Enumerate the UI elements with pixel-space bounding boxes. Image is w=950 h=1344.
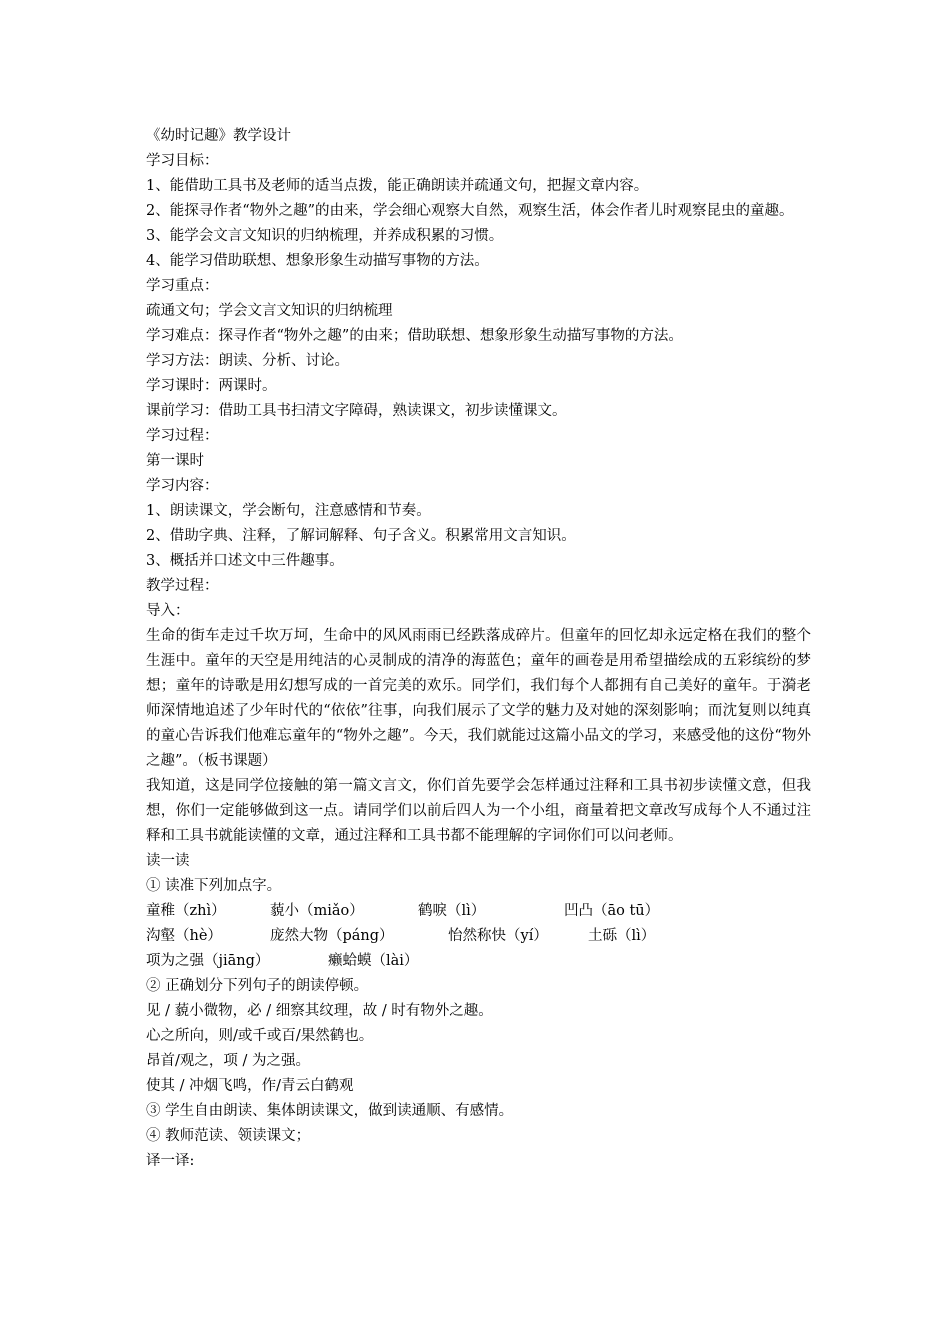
pause-sentence: 见 / 藐小微物，必 / 细察其纹理，故 / 时有物外之趣。 bbox=[146, 1003, 493, 1019]
intro-heading: 导入： bbox=[146, 603, 190, 619]
objectives-heading: 学习目标： bbox=[146, 153, 219, 169]
pinyin-word: 土砾（lì） bbox=[588, 928, 656, 944]
keypoint-text: 疏通文句；学会文言文知识的归纳梳理 bbox=[146, 303, 393, 319]
objective-item: 4、能学习借助联想、想象形象生动描写事物的方法。 bbox=[146, 253, 489, 269]
objective-item: 3、能学会文言文知识的归纳梳理，并养成积累的习惯。 bbox=[146, 228, 504, 244]
pinyin-word: 童稚（zhì） bbox=[146, 903, 226, 919]
document-title: 《幼时记趣》教学设计 bbox=[146, 128, 291, 144]
pinyin-word: 凹凸（āo tū） bbox=[564, 903, 660, 919]
objective-item: 1、能借助工具书及老师的适当点拨，能正确朗读并疏通文句，把握文章内容。 bbox=[146, 178, 649, 194]
content-item: 2、借助字典、注释，了解词解释、句子含义。积累常用文言知识。 bbox=[146, 528, 576, 544]
lesson-label: 第一课时 bbox=[146, 453, 204, 469]
intro-paragraph-2: 我知道，这是同学位接触的第一篇文言文，你们首先要学会怎样通过注释和工具书初步读懂文意，但我想，你们一定能够做到这一点。请同学们以前后四人为一个小组，商量着把文章改写成每个人不通过注释和工具书就能读懂的文章，通过注释和工具书都不能理解的字词你们可以问老师。 bbox=[146, 778, 811, 844]
method-text: 学习方法：朗读、分析、讨论。 bbox=[146, 353, 349, 369]
objective-item: 2、能探寻作者“物外之趣”的由来，学会细心观察大自然，观察生活，体会作者儿时观察昆虫的童趣。 bbox=[146, 203, 794, 219]
intro-paragraph: 生命的街车走过千坎万坷，生命中的风风雨雨已经跌落成碎片。但童年的回忆却永远定格在我们的整个生涯中。童年的天空是用纯洁的心灵制成的清净的海蓝色；童年的画卷是用希望描绘成的五彩缤纷的梦想；童年的诗歌是用幻想写成的一首完美的欢乐。同学们，我们每个人都拥有自己美好的童年。于漪老师深情地追述了少年时代的“依依”往事，向我们展示了文学的魅力及对她的深刻影响；而沈复则以纯真的童心告诉我们他难忘童年的“物外之趣”。今天，我们就能过这篇小品文的学习，来感受他的这份“物外之趣”。（板书课题） bbox=[146, 628, 811, 769]
pinyin-word: 鹤唳（lì） bbox=[418, 903, 486, 919]
pinyin-row bbox=[146, 924, 811, 949]
prestudy-text: 课前学习：借助工具书扫清文字障碍，熟读课文，初步读懂课文。 bbox=[146, 403, 567, 419]
read-heading: 读一读 bbox=[146, 853, 190, 869]
content-item: 1、朗读课文，学会断句，注意感情和节奏。 bbox=[146, 503, 431, 519]
pinyin-word: 怡然称快（yí） bbox=[448, 928, 548, 944]
pause-sentence: 心之所向，则/或千或百/果然鹤也。 bbox=[146, 1028, 374, 1044]
difficulty-text: 学习难点：探寻作者“物外之趣”的由来；借助联想、想象形象生动描写事物的方法。 bbox=[146, 328, 683, 344]
pinyin-word: 藐小（miǎo） bbox=[270, 903, 364, 919]
content-item: 3、概括并口述文中三件趣事。 bbox=[146, 553, 344, 569]
pause-sentence: 使其 / 冲烟飞鸣，作/青云白鹤观 bbox=[146, 1078, 354, 1094]
pause-sentence: 昂首/观之，项 / 为之强。 bbox=[146, 1053, 310, 1069]
read-step-4: ④ 教师范读、领读课文； bbox=[146, 1128, 311, 1144]
process-heading: 学习过程： bbox=[146, 428, 219, 444]
pinyin-row bbox=[146, 899, 811, 924]
read-step-3: ③ 学生自由朗读、集体朗读课文，做到读通顺、有感情。 bbox=[146, 1103, 514, 1119]
read-step-1: ① 读准下列加点字。 bbox=[146, 878, 282, 894]
keypoint-heading: 学习重点： bbox=[146, 278, 219, 294]
hours-text: 学习课时：两课时。 bbox=[146, 378, 277, 394]
pinyin-word: 庞然大物（páng） bbox=[270, 928, 394, 944]
pinyin-word: 项为之强（jiāng） bbox=[146, 953, 270, 969]
pinyin-row bbox=[146, 949, 811, 974]
pinyin-word: 沟壑（hè） bbox=[146, 928, 222, 944]
document-page bbox=[146, 124, 811, 1174]
pinyin-word: 癞蛤蟆（lài） bbox=[328, 953, 419, 969]
translate-heading: 译一译: bbox=[146, 1153, 195, 1169]
content-heading: 学习内容： bbox=[146, 478, 219, 494]
read-step-2: ② 正确划分下列句子的朗读停顿。 bbox=[146, 978, 369, 994]
teaching-heading: 教学过程： bbox=[146, 578, 219, 594]
